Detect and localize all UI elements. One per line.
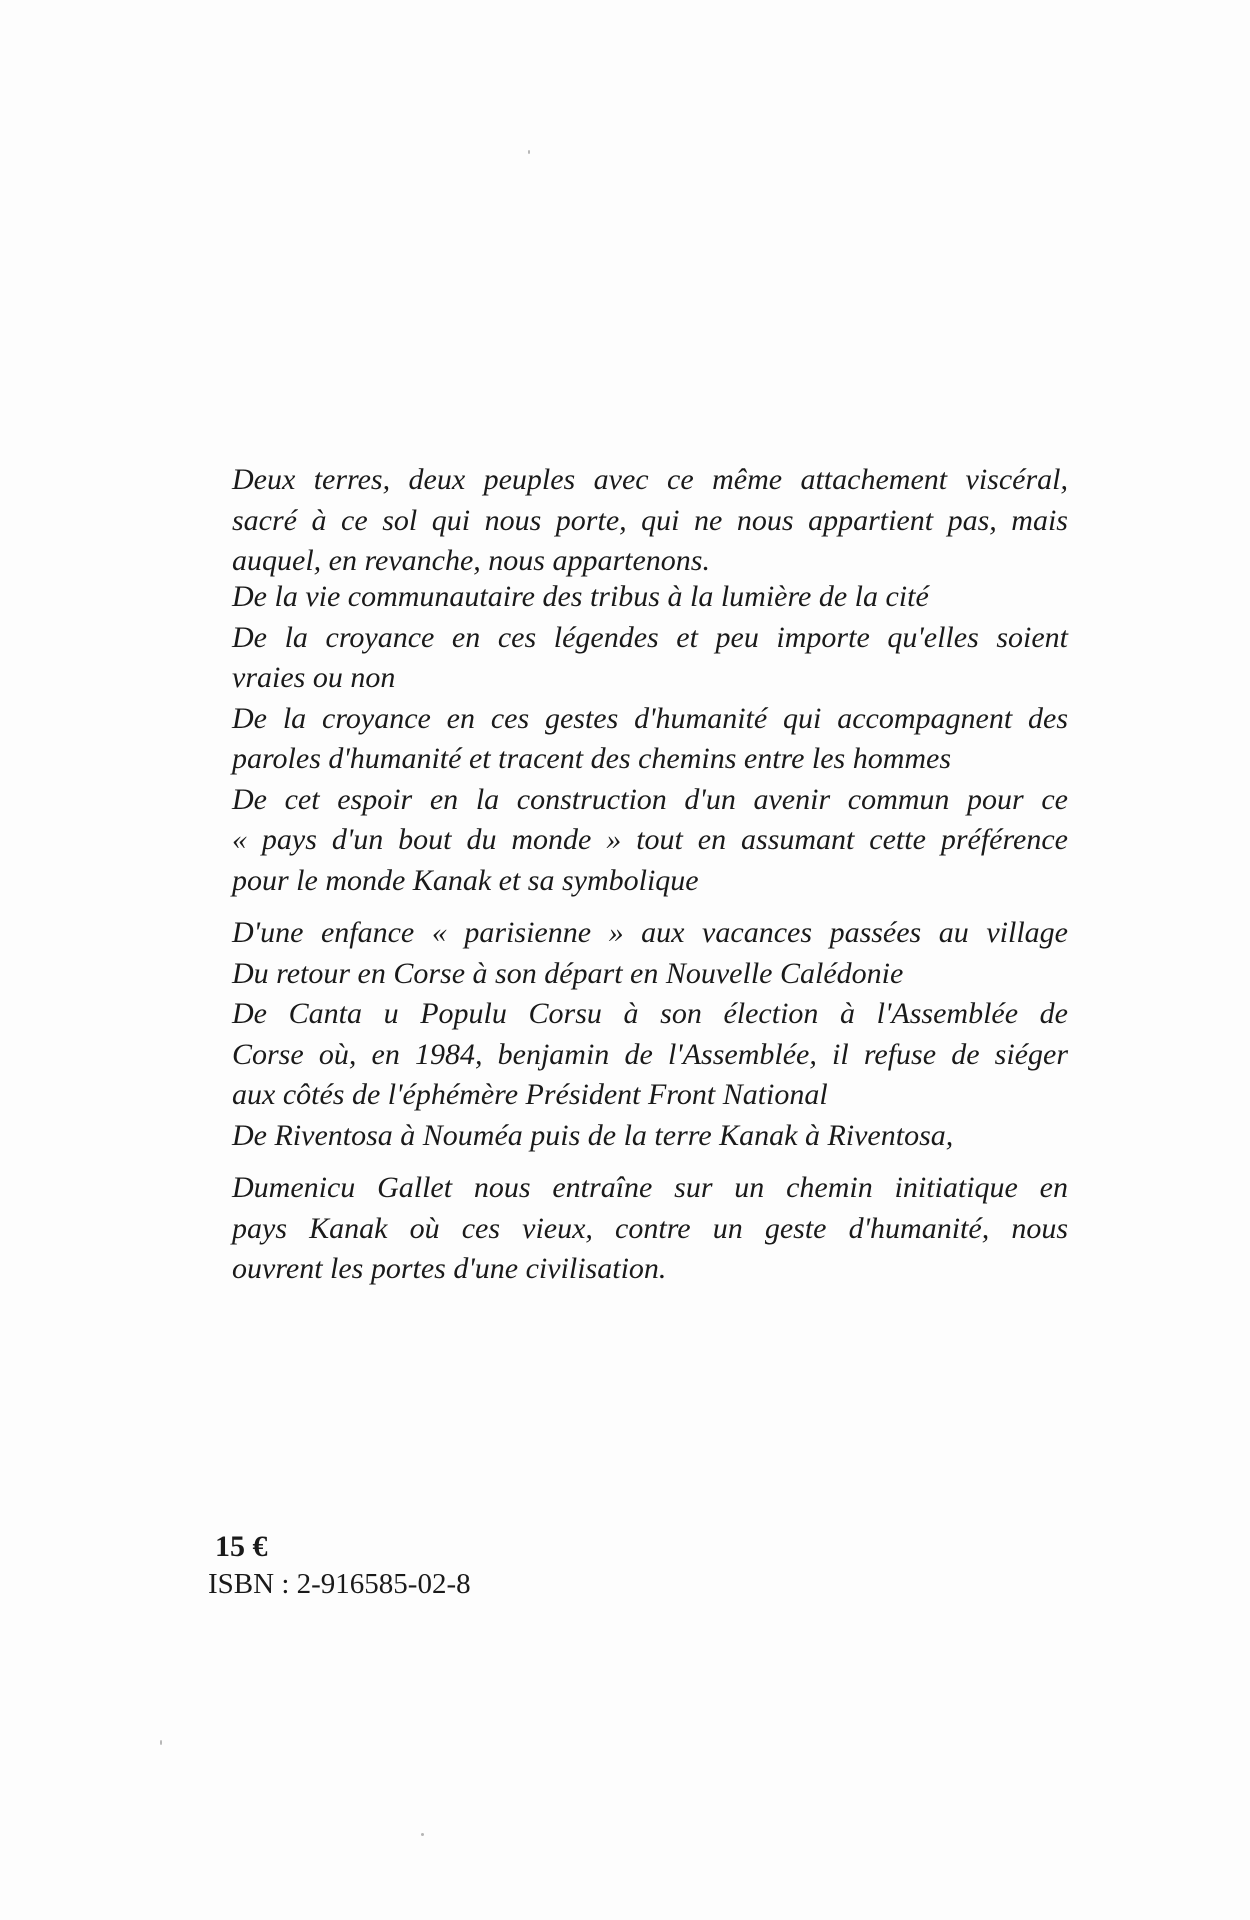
text-line: De la croyance en ces légendes et peu importe qu'elles soient [232, 620, 1068, 654]
text-line: De Riventosa à Nouméa puis de la terre Kanak à Riventosa, [232, 1118, 954, 1152]
text-line: Du retour en Corse à son départ en Nouvelle Calédonie [232, 956, 904, 990]
text-line: auquel, en revanche, nous appartenons. [232, 544, 710, 577]
price-label: 15 € [215, 1530, 268, 1563]
blurb-paragraph-1 [232, 460, 1068, 582]
text-line: ouvrent les portes d'une civilisation. [232, 1252, 667, 1285]
text-line: aux côtés de l'éphémère Président Front National [232, 1078, 828, 1111]
text-line: paroles d'humanité et tracent des chemins entre les hommes [232, 742, 952, 775]
scan-speck [421, 1833, 424, 1836]
text-line: De la croyance en ces gestes d'humanité qui accompagnent des [232, 701, 1068, 735]
scan-speck [160, 1740, 162, 1745]
text-line: pour le monde Kanak et sa symbolique [232, 863, 699, 897]
blurb-paragraph-4 [232, 1168, 1068, 1290]
text-line: De la vie communautaire des tribus à la lumière de la cité [232, 580, 929, 613]
text-line: vraies ou non [232, 661, 396, 694]
isbn-label: ISBN : 2-916585-02-8 [208, 1568, 471, 1600]
scan-speck [528, 150, 530, 154]
blurb-paragraph-3 [232, 913, 1068, 1156]
text-line: Deux terres, deux peuples avec ce même attachement viscéral, [232, 463, 1068, 496]
text-line: De cet espoir en la construction d'un avenir commun pour ce [232, 782, 1068, 816]
text-line: De Canta u Populu Corsu à son élection à l'Assemblée de [232, 997, 1068, 1030]
text-line: Corse où, en 1984, benjamin de l'Assemblée, il refuse de siéger [232, 1037, 1068, 1071]
text-line: pays Kanak où ces vieux, contre un geste d'humanité, nous [232, 1211, 1068, 1245]
text-line: « pays d'un bout du monde » tout en assumant cette préférence [232, 823, 1068, 856]
text-line: D'une enfance « parisienne » aux vacances passées au village [232, 916, 1068, 949]
text-line: sacré à ce sol qui nous porte, qui ne nous appartient pas, mais [232, 503, 1068, 537]
blurb-paragraph-2 [232, 577, 1068, 901]
text-line: Dumenicu Gallet nous entraîne sur un chemin initiatique en [232, 1171, 1068, 1204]
